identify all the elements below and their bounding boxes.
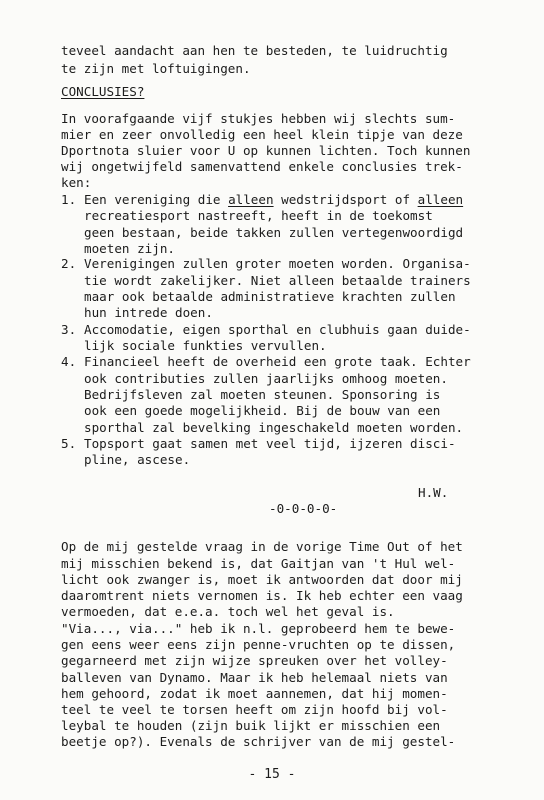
para1-line-1: In voorafgaande vijf stukjes hebben wij slechts sum- bbox=[61, 111, 456, 126]
section-heading: CONCLUSIES? bbox=[61, 84, 145, 99]
conclusion-2-number: 2. bbox=[61, 256, 77, 271]
para2-line-12: leybal te houden (zijn buik lijkt er misschien een bbox=[61, 718, 441, 733]
para2-line-2: mij misschien bekend is, dat Gaitjan van 't Hul wel- bbox=[61, 556, 456, 571]
conclusion-2-line-4: hun intrede doen. bbox=[84, 305, 213, 320]
conclusion-1-line-1: Een vereniging die alleen wedstrijdsport of alleen bbox=[84, 192, 464, 207]
conclusion-2-line-2: tie wordt zakelijker. Niet alleen betaalde trainers bbox=[84, 273, 471, 288]
intro-line-2: te zijn met loftuigingen. bbox=[61, 61, 251, 76]
conclusion-5-number: 5. bbox=[61, 436, 77, 451]
conclusion-4-line-3: Bedrijfsleven zal moeten steunen. Sponsoring is bbox=[84, 387, 441, 402]
para2-line-7: gen eens weer eens zijn penne-vruchten op te dissen, bbox=[61, 637, 456, 652]
emphasis-alleen-2: alleen bbox=[417, 192, 464, 207]
author-signature: H.W. bbox=[418, 485, 449, 500]
para2-line-8: gegarneerd met zijn wijze spreuken over het volley- bbox=[61, 653, 448, 668]
conclusion-3-line-1: Accomodatie, eigen sporthal en clubhuis gaan duide- bbox=[84, 322, 471, 337]
para2-line-9: balleven van Dynamo. Maar ik heb helemaal niets van bbox=[61, 670, 448, 685]
para2-line-10: hem gehoord, zodat ik moet aannemen, dat hij momen- bbox=[61, 686, 448, 701]
para1-line-5: ken: bbox=[61, 175, 92, 190]
conclusion-4-line-2: ook contributies zullen jaarlijks omhoog moeten. bbox=[84, 371, 448, 386]
section-separator: -0-0-0-0- bbox=[269, 501, 338, 516]
para2-line-5: vermoeden, dat e.e.a. toch wel het geval is. bbox=[61, 604, 395, 619]
intro-line-1: teveel aandacht aan hen te besteden, te luidruchtig bbox=[61, 43, 448, 58]
conclusion-2-line-3: maar ook betaalde administratieve krachten zullen bbox=[84, 289, 456, 304]
para2-line-1: Op de mij gestelde vraag in de vorige Time Out of het bbox=[61, 539, 463, 554]
para2-line-6: "Via..., via..." heb ik n.l. geprobeerd hem te bewe- bbox=[61, 621, 456, 636]
conclusion-4-line-1: Financieel heeft de overheid een grote taak. Echter bbox=[84, 354, 471, 369]
para1-line-4: wij ongetwijfeld samenvattend enkele conclusies trek- bbox=[61, 159, 463, 174]
para1-line-3: Dportnota sluier voor U op kunnen lichten. Toch kunnen bbox=[61, 143, 471, 158]
conclusion-5-line-1: Topsport gaat samen met veel tijd, ijzeren disci- bbox=[84, 436, 456, 451]
conclusion-4-line-5: sporthal zal bevelking ingeschakeld moeten worden. bbox=[84, 420, 464, 435]
para1-line-2: mier en zeer onvolledig een heel klein tipje van deze bbox=[61, 127, 463, 142]
conclusion-4-number: 4. bbox=[61, 354, 77, 369]
conclusion-1-line-4: moeten zijn. bbox=[84, 241, 175, 256]
conclusion-2-line-1: Verenigingen zullen groter moeten worden. Organisa- bbox=[84, 256, 471, 271]
conclusion-1-number: 1. bbox=[61, 192, 77, 207]
para2-line-13: beetje op?). Evenals de schrijver van de mij gestel- bbox=[61, 734, 456, 749]
conclusion-4-line-4: ook een goede mogelijkheid. Bij de bouw van een bbox=[84, 403, 441, 418]
conclusion-3-number: 3. bbox=[61, 322, 77, 337]
para2-line-4: daaromtrent niets vernomen is. Ik heb echter een vaag bbox=[61, 588, 463, 603]
conclusion-3-line-2: lijk sociale funkties vervullen. bbox=[84, 338, 327, 353]
conclusion-5-line-2: pline, ascese. bbox=[84, 452, 191, 467]
conclusion-1-line-3: geen bestaan, beide takken zullen vertegenwoordigd bbox=[84, 225, 464, 240]
para2-line-11: teel te veel te torsen heeft om zijn hoofd bij vol- bbox=[61, 702, 448, 717]
page-number: - 15 - bbox=[248, 767, 296, 782]
conclusion-1-line-2: recreatiesport nastreeft, heeft in de toekomst bbox=[84, 208, 433, 223]
emphasis-alleen-1: alleen bbox=[228, 192, 274, 207]
para2-line-3: licht ook zwanger is, moet ik antwoorden dat door mij bbox=[61, 572, 463, 587]
